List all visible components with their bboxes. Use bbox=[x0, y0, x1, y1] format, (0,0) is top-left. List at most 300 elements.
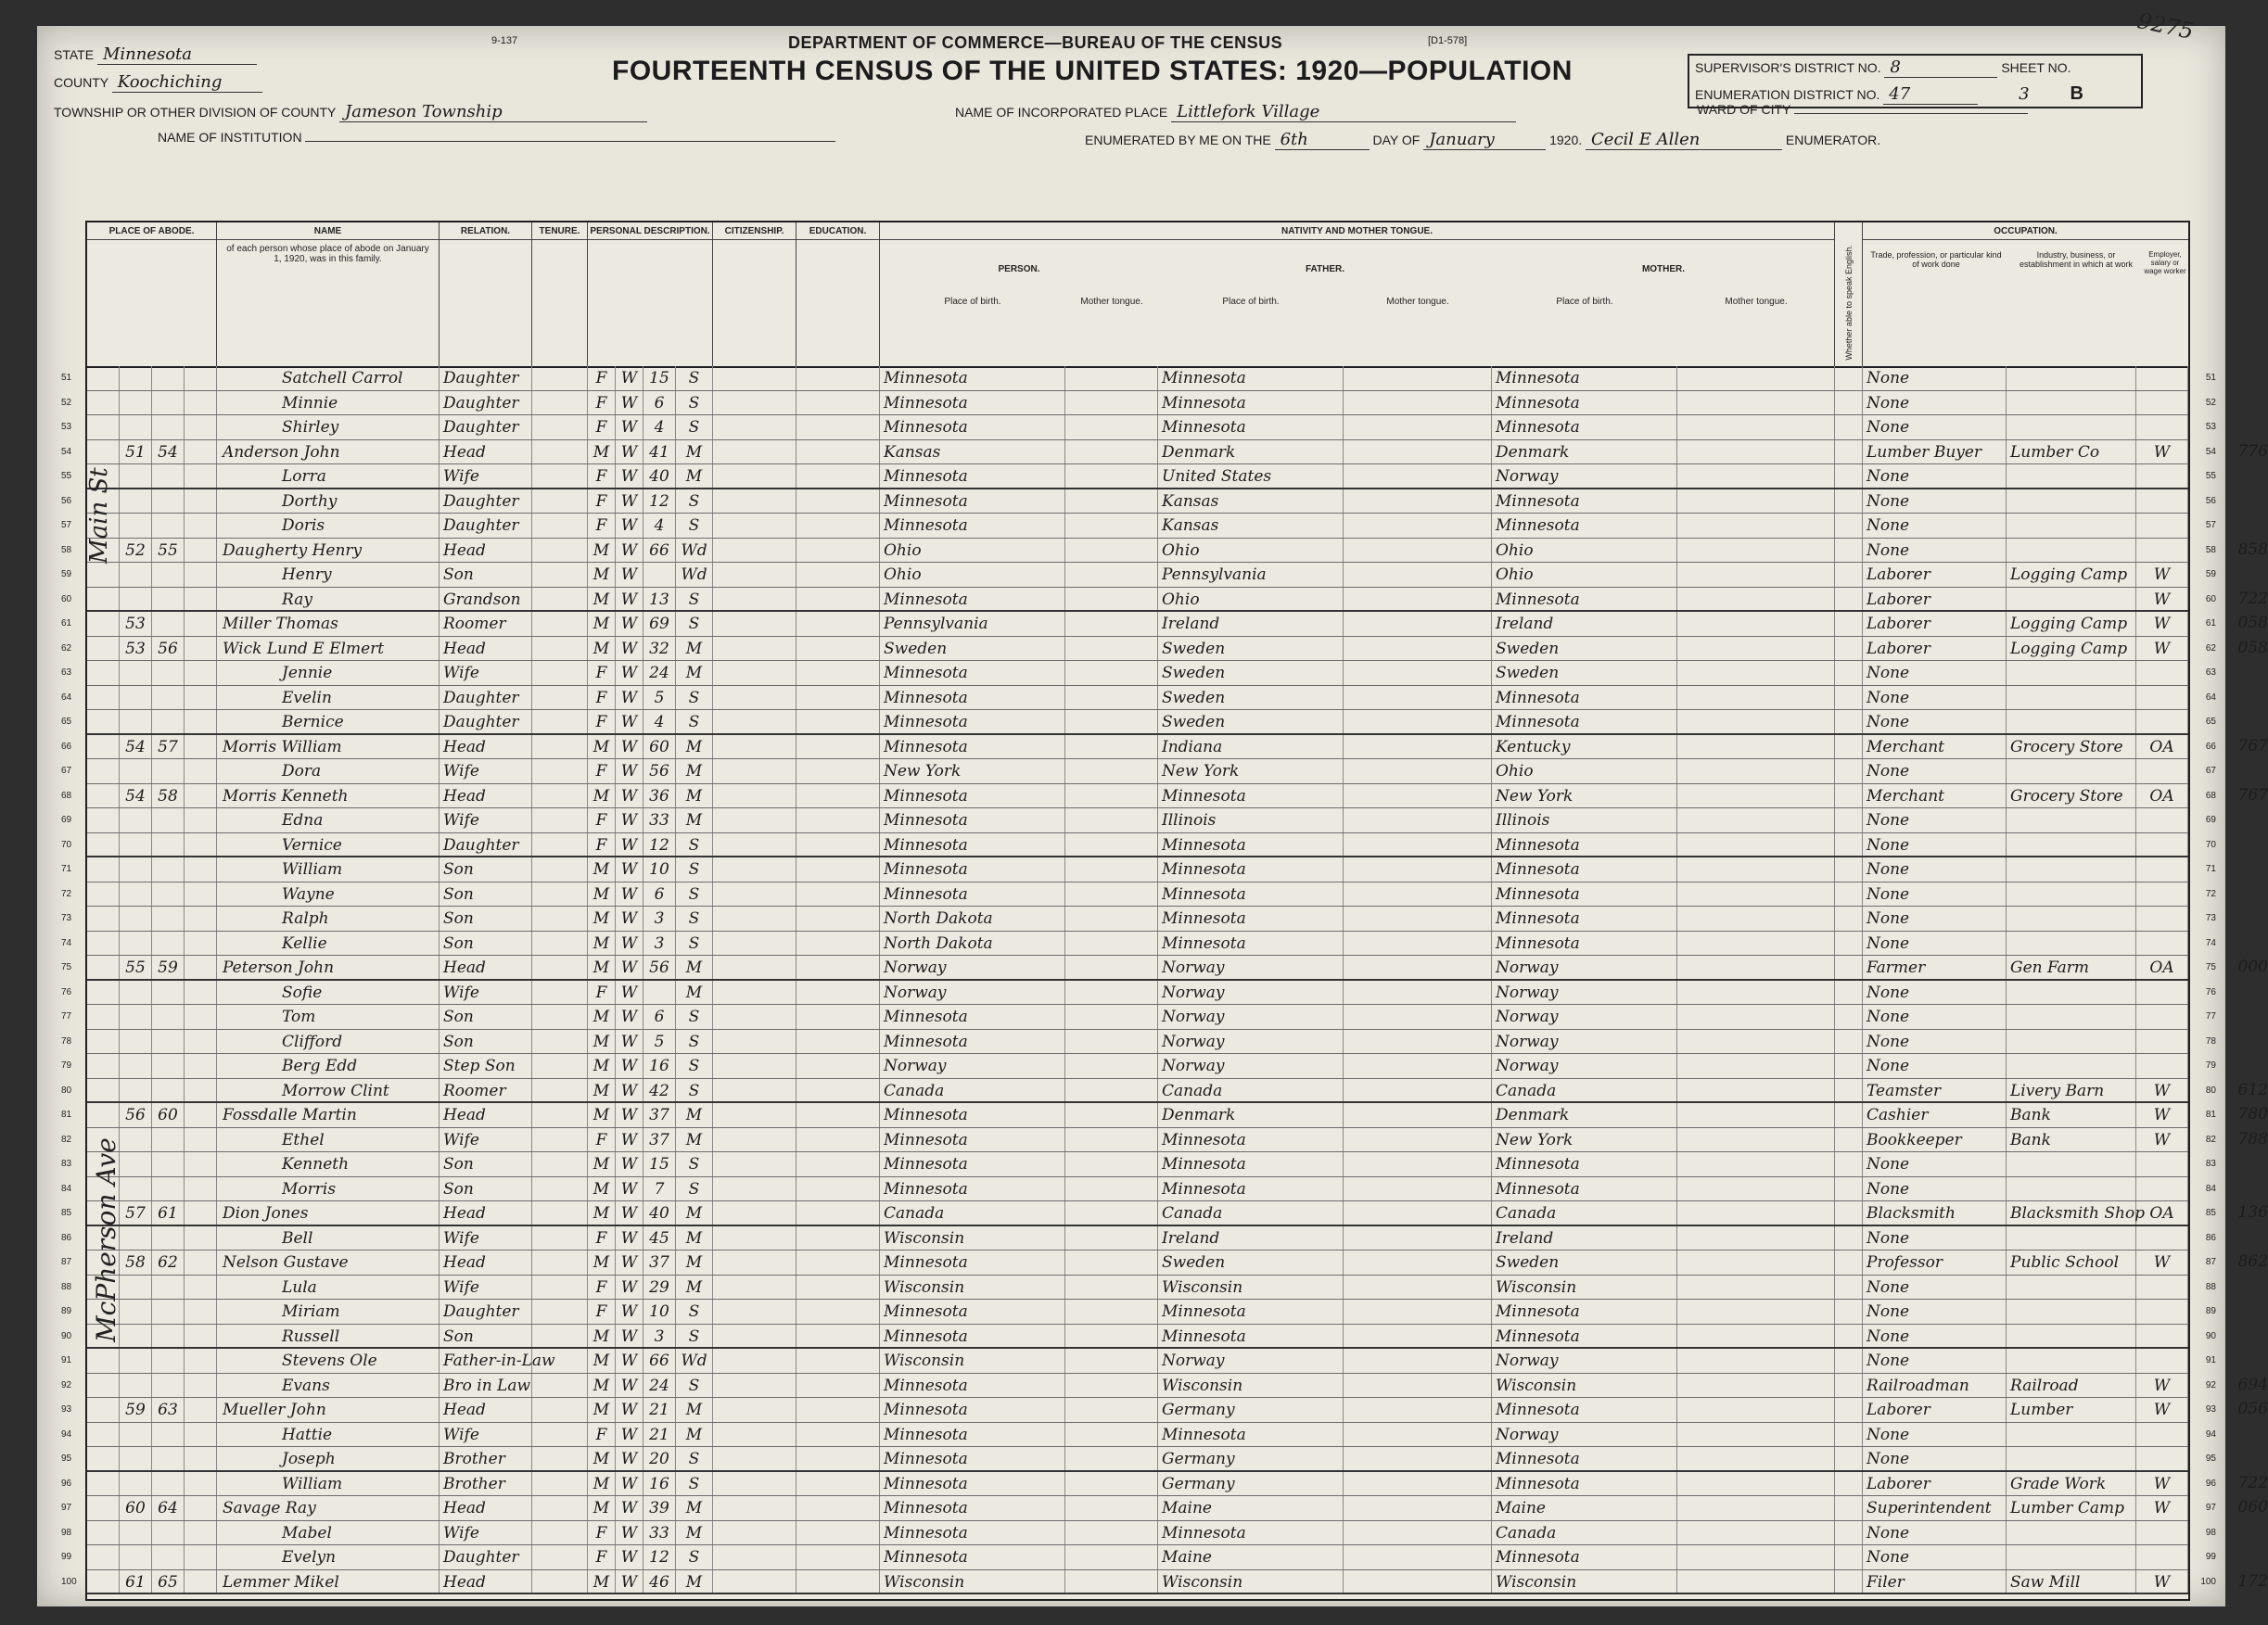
cell-empty bbox=[713, 391, 796, 415]
cell-empty bbox=[1677, 1201, 1835, 1225]
cell-fam: 60 bbox=[152, 1103, 185, 1127]
cell-age: 13 bbox=[643, 588, 676, 611]
cell-sex: M bbox=[588, 857, 616, 882]
cell-race: W bbox=[616, 1152, 643, 1176]
line-number: 79 bbox=[61, 1060, 72, 1071]
line-number-right: 77 bbox=[2205, 1011, 2216, 1022]
cell-ms: M bbox=[676, 1521, 713, 1545]
cell-empty bbox=[185, 1472, 217, 1496]
cell-ew: W bbox=[2136, 1496, 2188, 1520]
line-number: 86 bbox=[61, 1232, 72, 1243]
department-heading: DEPARTMENT OF COMMERCE—BUREAU OF THE CENSUS bbox=[788, 33, 1283, 52]
cell-empty bbox=[532, 1079, 588, 1102]
cell-fam bbox=[152, 1030, 185, 1054]
line-number: 75 bbox=[61, 962, 72, 972]
cell-mpob: Canada bbox=[1492, 1079, 1677, 1102]
cell-empty bbox=[1065, 366, 1158, 390]
line-number-right: 92 bbox=[2205, 1379, 2216, 1390]
cell-pob: New York bbox=[880, 759, 1065, 783]
cell-empty bbox=[796, 956, 880, 979]
cell-house bbox=[120, 710, 152, 733]
cell-fam: 65 bbox=[152, 1570, 185, 1593]
table-row bbox=[61, 784, 2268, 809]
cell-name: Wayne bbox=[217, 882, 440, 907]
cell-name: Morris William bbox=[217, 735, 440, 759]
cell-pob: Minnesota bbox=[880, 808, 1065, 832]
cell-empty bbox=[796, 907, 880, 931]
cell-fpob: Norway bbox=[1158, 1349, 1344, 1373]
cell-empty bbox=[1065, 784, 1158, 808]
cell-name: Evans bbox=[217, 1374, 440, 1398]
cell-pob: North Dakota bbox=[880, 907, 1065, 931]
line-number: 55 bbox=[61, 471, 72, 481]
margin-code: 722 bbox=[2237, 1473, 2268, 1492]
line-number-right: 97 bbox=[2205, 1503, 2216, 1513]
cell-pob: Minnesota bbox=[880, 489, 1065, 514]
cell-house bbox=[120, 1447, 152, 1470]
cell-empty bbox=[713, 1374, 796, 1398]
cell-empty bbox=[1835, 1423, 1863, 1447]
cell-rel: Step Son bbox=[440, 1054, 532, 1078]
cell-fam: 64 bbox=[152, 1496, 185, 1520]
cell-rel: Wife bbox=[440, 661, 532, 685]
cell-empty bbox=[1835, 1250, 1863, 1275]
cell-empty bbox=[796, 1152, 880, 1176]
cell-occ: None bbox=[1863, 907, 2007, 931]
cell-empty bbox=[1835, 1398, 1863, 1422]
line-number-right: 58 bbox=[2205, 544, 2216, 555]
cell-empty bbox=[1835, 1054, 1863, 1078]
cell-race: W bbox=[616, 784, 643, 808]
line-number: 59 bbox=[61, 569, 72, 579]
cell-street bbox=[87, 1079, 120, 1102]
line-number-right: 54 bbox=[2205, 446, 2216, 457]
cell-occ: Teamster bbox=[1863, 1079, 2007, 1102]
cell-empty bbox=[1835, 539, 1863, 563]
cell-fam bbox=[152, 759, 185, 783]
cell-empty bbox=[1065, 1570, 1158, 1593]
line-number: 61 bbox=[61, 618, 72, 628]
cell-name: Hattie bbox=[217, 1423, 440, 1447]
cell-empty bbox=[796, 1423, 880, 1447]
cell-rel: Son bbox=[440, 563, 532, 587]
supervisor-label: SUPERVISOR'S DISTRICT NO. bbox=[1695, 60, 1881, 75]
cell-ind bbox=[2007, 1226, 2136, 1250]
cell-ew: W bbox=[2136, 440, 2188, 464]
cell-street bbox=[87, 1030, 120, 1054]
cell-empty bbox=[713, 735, 796, 759]
cell-empty bbox=[1065, 932, 1158, 956]
incorporated-label: NAME OF INCORPORATED PLACE bbox=[955, 105, 1168, 120]
cell-age: 37 bbox=[643, 1250, 676, 1275]
cell-empty bbox=[185, 588, 217, 611]
cell-sex: F bbox=[588, 710, 616, 733]
table-row bbox=[61, 882, 2216, 908]
cell-empty bbox=[1677, 1128, 1835, 1152]
cell-age: 15 bbox=[643, 1152, 676, 1176]
table-row bbox=[61, 366, 2216, 391]
cell-ew bbox=[2136, 932, 2188, 956]
cell-empty bbox=[796, 759, 880, 783]
cell-name: Wick Lund E Elmert bbox=[217, 637, 440, 661]
table-row bbox=[61, 1398, 2268, 1423]
cell-pob: Minnesota bbox=[880, 1128, 1065, 1152]
cell-empty bbox=[1677, 1054, 1835, 1078]
cell-race: W bbox=[616, 489, 643, 514]
enumeration-label: ENUMERATION DISTRICT NO. bbox=[1695, 87, 1880, 102]
cell-empty bbox=[1344, 1054, 1492, 1078]
cell-empty bbox=[1835, 1201, 1863, 1225]
cell-empty bbox=[1677, 1177, 1835, 1201]
cell-street bbox=[87, 686, 120, 710]
table-row bbox=[61, 415, 2216, 440]
table-row bbox=[61, 1521, 2216, 1546]
cell-empty bbox=[185, 440, 217, 464]
cell-fpob: Ohio bbox=[1158, 588, 1344, 611]
cell-occ: None bbox=[1863, 391, 2007, 415]
cell-empty bbox=[185, 1005, 217, 1029]
cell-mpob: Minnesota bbox=[1492, 1447, 1677, 1470]
cell-fam: 59 bbox=[152, 956, 185, 979]
line-number-right: 88 bbox=[2205, 1281, 2216, 1292]
cell-empty bbox=[1835, 1374, 1863, 1398]
cell-mpob: Minnesota bbox=[1492, 882, 1677, 907]
cell-empty bbox=[1344, 735, 1492, 759]
cell-fpob: Minnesota bbox=[1158, 1423, 1344, 1447]
cell-sex: M bbox=[588, 1325, 616, 1348]
cell-empty bbox=[1344, 1398, 1492, 1422]
cell-age: 46 bbox=[643, 1570, 676, 1593]
cell-fam: 61 bbox=[152, 1201, 185, 1225]
cell-empty bbox=[1835, 612, 1863, 636]
cell-empty bbox=[796, 1226, 880, 1250]
table-row bbox=[61, 1201, 2268, 1226]
cell-empty bbox=[1344, 808, 1492, 832]
cell-empty bbox=[1344, 932, 1492, 956]
cell-ew bbox=[2136, 661, 2188, 685]
cell-ind bbox=[2007, 391, 2136, 415]
line-number-right: 51 bbox=[2205, 373, 2216, 383]
cell-empty bbox=[713, 415, 796, 439]
cell-ew bbox=[2136, 759, 2188, 783]
cell-ew bbox=[2136, 539, 2188, 563]
cell-ms: M bbox=[676, 1496, 713, 1520]
cell-mpob: Ohio bbox=[1492, 759, 1677, 783]
cell-pob: Minnesota bbox=[880, 1250, 1065, 1275]
cell-ew bbox=[2136, 464, 2188, 488]
cell-pob: Minnesota bbox=[880, 1423, 1065, 1447]
cell-age: 69 bbox=[643, 612, 676, 636]
cell-empty bbox=[1065, 391, 1158, 415]
cell-ms: M bbox=[676, 1103, 713, 1127]
cell-age: 33 bbox=[643, 808, 676, 832]
cell-ew: W bbox=[2136, 1128, 2188, 1152]
cell-sex: F bbox=[588, 1300, 616, 1324]
cell-empty bbox=[1835, 637, 1863, 661]
cell-empty bbox=[1677, 661, 1835, 685]
cell-ind: Livery Barn bbox=[2007, 1079, 2136, 1102]
cell-fpob: Minnesota bbox=[1158, 1128, 1344, 1152]
cell-fam bbox=[152, 612, 185, 636]
line-number: 64 bbox=[61, 692, 72, 703]
cell-fpob: Illinois bbox=[1158, 808, 1344, 832]
cell-empty bbox=[1065, 686, 1158, 710]
cell-empty bbox=[532, 464, 588, 488]
col-place-of-abode: PLACE OF ABODE. bbox=[87, 222, 217, 366]
cell-name: Satchell Carrol bbox=[217, 366, 440, 390]
cell-empty bbox=[1677, 882, 1835, 907]
cell-empty bbox=[1344, 391, 1492, 415]
cell-empty bbox=[185, 1177, 217, 1201]
cell-occ: None bbox=[1863, 661, 2007, 685]
cell-empty bbox=[1065, 1030, 1158, 1054]
cell-empty bbox=[796, 981, 880, 1005]
cell-mpob: Norway bbox=[1492, 1005, 1677, 1029]
col-tenure: TENURE. bbox=[532, 222, 588, 366]
cell-empty bbox=[796, 1545, 880, 1569]
cell-empty bbox=[1835, 588, 1863, 611]
cell-empty bbox=[185, 735, 217, 759]
cell-rel: Roomer bbox=[440, 612, 532, 636]
cell-house: 54 bbox=[120, 784, 152, 808]
cell-empty bbox=[796, 1570, 880, 1593]
cell-street bbox=[87, 612, 120, 636]
cell-empty bbox=[1344, 489, 1492, 514]
cell-empty bbox=[713, 1300, 796, 1324]
cell-occ: None bbox=[1863, 1276, 2007, 1300]
cell-empty bbox=[1065, 1276, 1158, 1300]
cell-fpob: Kansas bbox=[1158, 489, 1344, 514]
cell-occ: None bbox=[1863, 1300, 2007, 1324]
table-row bbox=[61, 1128, 2268, 1153]
cell-empty bbox=[532, 514, 588, 538]
cell-empty bbox=[532, 415, 588, 439]
cell-rel: Daughter bbox=[440, 1545, 532, 1569]
sheet-side: B bbox=[2070, 83, 2083, 104]
cell-empty bbox=[532, 833, 588, 857]
cell-empty bbox=[1344, 710, 1492, 733]
cell-rel: Head bbox=[440, 637, 532, 661]
cell-rel: Wife bbox=[440, 981, 532, 1005]
page-title: FOURTEENTH CENSUS OF THE UNITED STATES: 1920—POPULATION bbox=[612, 56, 1573, 86]
cell-occ: None bbox=[1863, 882, 2007, 907]
cell-empty bbox=[1835, 366, 1863, 390]
cell-empty bbox=[532, 489, 588, 514]
cell-empty bbox=[1344, 1276, 1492, 1300]
corner-note: 9275 bbox=[2134, 6, 2197, 45]
cell-ew bbox=[2136, 1276, 2188, 1300]
cell-pob: Minnesota bbox=[880, 1545, 1065, 1569]
institution-label: NAME OF INSTITUTION bbox=[158, 130, 302, 145]
cell-fpob: Minnesota bbox=[1158, 882, 1344, 907]
cell-fam bbox=[152, 1423, 185, 1447]
line-number: 77 bbox=[61, 1011, 72, 1022]
cell-ind bbox=[2007, 1325, 2136, 1348]
cell-empty bbox=[1677, 440, 1835, 464]
cell-name: Dion Jones bbox=[217, 1201, 440, 1225]
line-number-right: 61 bbox=[2205, 618, 2216, 628]
line-number: 73 bbox=[61, 913, 72, 923]
table-row bbox=[61, 833, 2216, 858]
cell-street bbox=[87, 759, 120, 783]
cell-mpob: Denmark bbox=[1492, 1103, 1677, 1127]
cell-street bbox=[87, 1496, 120, 1520]
cell-fam: 56 bbox=[152, 637, 185, 661]
cell-empty bbox=[532, 1325, 588, 1348]
line-number: 56 bbox=[61, 495, 72, 506]
cell-empty bbox=[1065, 464, 1158, 488]
cell-ind: Gen Farm bbox=[2007, 956, 2136, 979]
cell-ew bbox=[2136, 489, 2188, 514]
cell-ind: Logging Camp bbox=[2007, 637, 2136, 661]
table-row bbox=[61, 1447, 2216, 1472]
cell-empty bbox=[796, 1079, 880, 1102]
cell-mpob: Wisconsin bbox=[1492, 1374, 1677, 1398]
cell-fam bbox=[152, 661, 185, 685]
cell-empty bbox=[1344, 784, 1492, 808]
cell-ms: S bbox=[676, 366, 713, 390]
cell-empty bbox=[1065, 1201, 1158, 1225]
cell-name: William bbox=[217, 1472, 440, 1496]
line-number: 92 bbox=[61, 1379, 72, 1390]
cell-pob: Minnesota bbox=[880, 1374, 1065, 1398]
cell-fpob: Ireland bbox=[1158, 1226, 1344, 1250]
line-number: 54 bbox=[61, 446, 72, 457]
margin-code: 060 bbox=[2237, 1498, 2268, 1517]
cell-ms: S bbox=[676, 588, 713, 611]
cell-empty bbox=[1677, 1349, 1835, 1373]
cell-ew bbox=[2136, 710, 2188, 733]
table-row bbox=[61, 857, 2216, 882]
cell-empty bbox=[1065, 563, 1158, 587]
cell-empty bbox=[1835, 759, 1863, 783]
cell-ind bbox=[2007, 759, 2136, 783]
cell-ms: S bbox=[676, 391, 713, 415]
cell-ind: Grocery Store bbox=[2007, 735, 2136, 759]
cell-empty bbox=[796, 1496, 880, 1520]
cell-empty bbox=[1344, 1300, 1492, 1324]
cell-mpob: Ireland bbox=[1492, 612, 1677, 636]
cell-empty bbox=[1677, 932, 1835, 956]
line-number: 70 bbox=[61, 839, 72, 850]
cell-pob: Minnesota bbox=[880, 464, 1065, 488]
cell-sex: F bbox=[588, 1423, 616, 1447]
cell-empty bbox=[796, 539, 880, 563]
cell-empty bbox=[1835, 391, 1863, 415]
cell-age bbox=[643, 981, 676, 1005]
cell-empty bbox=[713, 539, 796, 563]
cell-name: Kellie bbox=[217, 932, 440, 956]
cell-empty bbox=[1677, 1005, 1835, 1029]
census-sheet bbox=[37, 6, 2268, 1606]
cell-race: W bbox=[616, 735, 643, 759]
line-number-right: 67 bbox=[2205, 766, 2216, 776]
line-number-right: 83 bbox=[2205, 1159, 2216, 1169]
cell-ms: S bbox=[676, 1054, 713, 1078]
cell-race: W bbox=[616, 563, 643, 587]
margin-code: 172 bbox=[2237, 1571, 2268, 1591]
cell-empty bbox=[796, 710, 880, 733]
cell-ind bbox=[2007, 686, 2136, 710]
cell-empty bbox=[796, 563, 880, 587]
cell-mpob: Minnesota bbox=[1492, 907, 1677, 931]
cell-empty bbox=[1835, 1570, 1863, 1593]
line-number-right: 100 bbox=[2200, 1576, 2216, 1587]
table-row bbox=[61, 1079, 2268, 1104]
cell-ms: M bbox=[676, 1276, 713, 1300]
cell-occ: None bbox=[1863, 489, 2007, 514]
cell-empty bbox=[532, 808, 588, 832]
cell-age: 33 bbox=[643, 1521, 676, 1545]
margin-code: 136 bbox=[2237, 1203, 2268, 1222]
cell-empty bbox=[1344, 1201, 1492, 1225]
cell-mpob: Minnesota bbox=[1492, 1398, 1677, 1422]
cell-race: W bbox=[616, 981, 643, 1005]
cell-empty bbox=[713, 1423, 796, 1447]
cell-race: W bbox=[616, 1177, 643, 1201]
cell-fpob: Sweden bbox=[1158, 686, 1344, 710]
cell-empty bbox=[713, 1325, 796, 1348]
cell-empty bbox=[1835, 1447, 1863, 1470]
cell-empty bbox=[1835, 440, 1863, 464]
cell-empty bbox=[796, 366, 880, 390]
table-row bbox=[61, 1103, 2268, 1128]
cell-house bbox=[120, 661, 152, 685]
cell-empty bbox=[1344, 563, 1492, 587]
cell-ms: Wd bbox=[676, 1349, 713, 1373]
cell-ms: M bbox=[676, 956, 713, 979]
cell-age bbox=[643, 563, 676, 587]
cell-empty bbox=[185, 514, 217, 538]
cell-house bbox=[120, 1521, 152, 1545]
cell-street bbox=[87, 440, 120, 464]
cell-sex: F bbox=[588, 391, 616, 415]
cell-house bbox=[120, 415, 152, 439]
sheet-label: SHEET NO. bbox=[2001, 60, 2071, 75]
cell-pob: Norway bbox=[880, 981, 1065, 1005]
cell-empty bbox=[1677, 1447, 1835, 1470]
cell-ind: Lumber Camp bbox=[2007, 1496, 2136, 1520]
cell-house bbox=[120, 1423, 152, 1447]
cell-ms: S bbox=[676, 1472, 713, 1496]
cell-street bbox=[87, 1472, 120, 1496]
cell-pob: Kansas bbox=[880, 440, 1065, 464]
line-number-right: 90 bbox=[2205, 1330, 2216, 1341]
cell-ew: W bbox=[2136, 1250, 2188, 1275]
cell-fam bbox=[152, 366, 185, 390]
cell-rel: Head bbox=[440, 440, 532, 464]
cell-empty bbox=[532, 956, 588, 979]
cell-empty bbox=[532, 612, 588, 636]
line-number-right: 64 bbox=[2205, 692, 2216, 703]
cell-empty bbox=[796, 1447, 880, 1470]
cell-pob: Minnesota bbox=[880, 710, 1065, 733]
cell-empty bbox=[796, 1250, 880, 1275]
cell-rel: Bro in Law bbox=[440, 1374, 532, 1398]
line-number: 98 bbox=[61, 1527, 72, 1538]
cell-empty bbox=[1344, 415, 1492, 439]
cell-sex: M bbox=[588, 1152, 616, 1176]
cell-occ: None bbox=[1863, 932, 2007, 956]
cell-empty bbox=[1677, 588, 1835, 611]
cell-mpob: Sweden bbox=[1492, 1250, 1677, 1275]
line-number: 74 bbox=[61, 937, 72, 948]
line-number: 76 bbox=[61, 986, 72, 997]
cell-sex: M bbox=[588, 784, 616, 808]
cell-name: Morrow Clint bbox=[217, 1079, 440, 1102]
cell-rel: Head bbox=[440, 956, 532, 979]
cell-empty bbox=[1677, 1496, 1835, 1520]
